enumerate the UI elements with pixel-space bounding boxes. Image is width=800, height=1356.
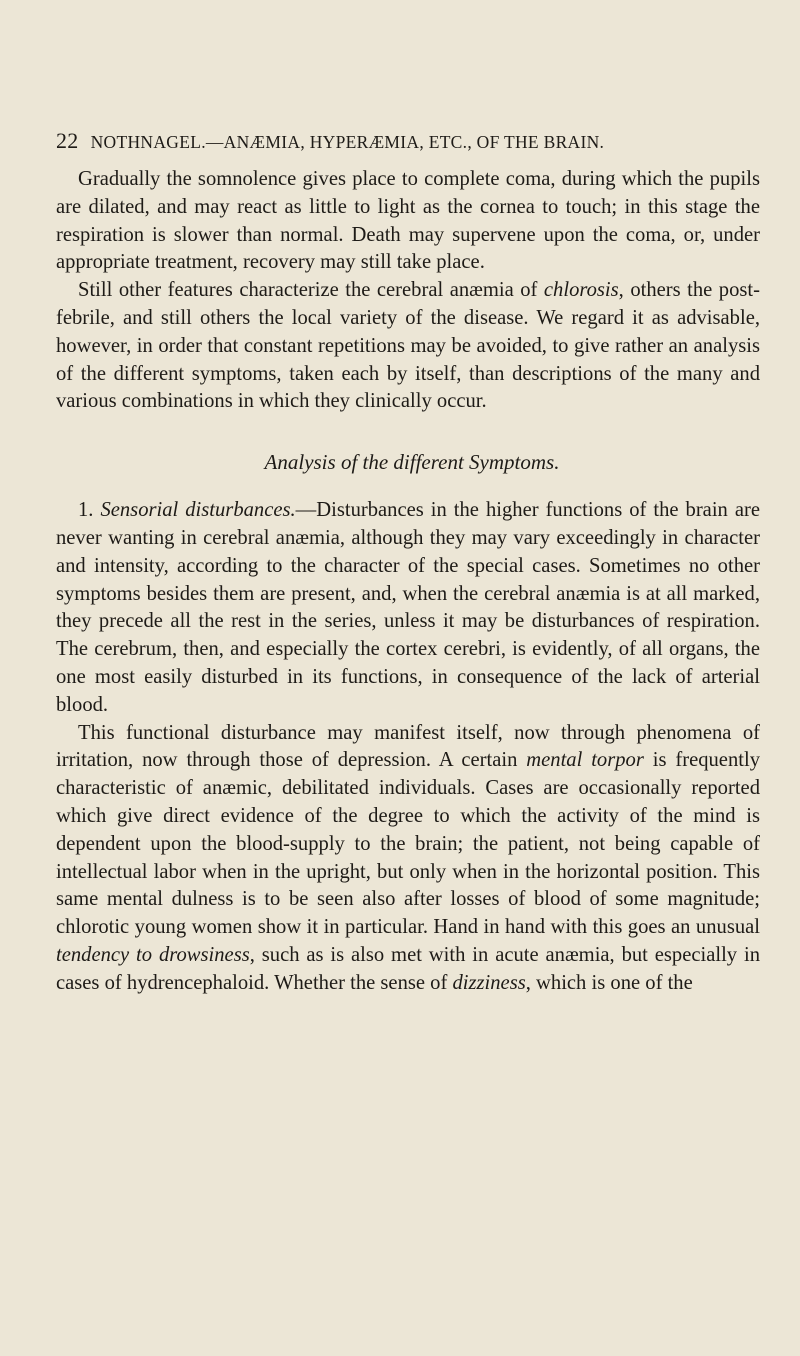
italic-term: Sensorial disturbances. (100, 499, 296, 522)
paragraph-text: This functional disturbance may manifest itself, now through phenomena of irritation, now through those of depression. A certain (56, 721, 760, 772)
italic-term: tendency to drowsiness (56, 943, 250, 966)
paragraph-functional-disturbance (56, 720, 760, 998)
list-number: 1. (78, 499, 101, 522)
body-text (56, 166, 760, 998)
paragraph-text: Still other features characterize the cerebral anæmia of (78, 279, 544, 302)
paragraph-coma: Gradually the somnolence gives place to complete coma, during which the pupils are dilated, and may react as little to light as the cornea to touch; in this stage the respiration is slower than normal. Death may supervene upon the coma, or, under appropriate treatment, recovery may still take place. (56, 168, 760, 274)
page-number: 22 (56, 128, 79, 153)
paragraph-text: , such as is also met with in acute anæmia, but especially in cases of hydrencephaloid. Whether the sense of (56, 943, 760, 994)
paragraph-text: , others the post-febrile, and still others the local variety of the disease. We regard it as advisable, however, in order that constant repetitions may be avoided, to give rather an analysis of the different symptoms, taken each by itself, than descriptions of the many and various combinations in which they clinically occur. (56, 279, 760, 413)
paragraph-sensorial (56, 497, 760, 719)
section-heading: Analysis of the different Symptoms. (264, 450, 560, 475)
italic-term: dizziness (452, 971, 526, 994)
paragraph-text: is frequently characteristic of anæmic, debilitated individuals. Cases are occasionally reported which give direct evidence of the degree to which the activity of the mind is dependent upon the blood-supply to the brain; the patient, not being capable of intellectual labor when in the upright, but only when in the horizontal position. This same mental dulness is to be seen also after losses of blood of some magnitude; chlorotic young women show it in particular. Hand in hand with this goes an unusual (56, 749, 760, 939)
italic-term: chlorosis (543, 279, 619, 302)
running-header (56, 128, 760, 154)
paragraph-text: —Disturbances in the higher functions of the brain are never wanting in cerebral anæmia, although they may vary exceedingly in character and intensity, according to the character of the special cases. Sometimes no other symptoms besides them are present, and, when the cerebral anæmia is at all marked, they precede all the rest in the series, unless it may be disturbances of respiration. The cerebrum, then, and especially the cortex cerebri, is evidently, of all organs, the one most easily disturbed in its functions, in consequence of the lack of arterial blood. (56, 499, 760, 716)
paragraph-text: , which is one of the (525, 971, 693, 994)
italic-term: mental torpor (526, 749, 644, 772)
running-title: NOTHNAGEL.—ANÆMIA, HYPERÆMIA, ETC., OF THE BRAIN. (90, 132, 605, 152)
paragraph-chlorosis (56, 277, 760, 416)
